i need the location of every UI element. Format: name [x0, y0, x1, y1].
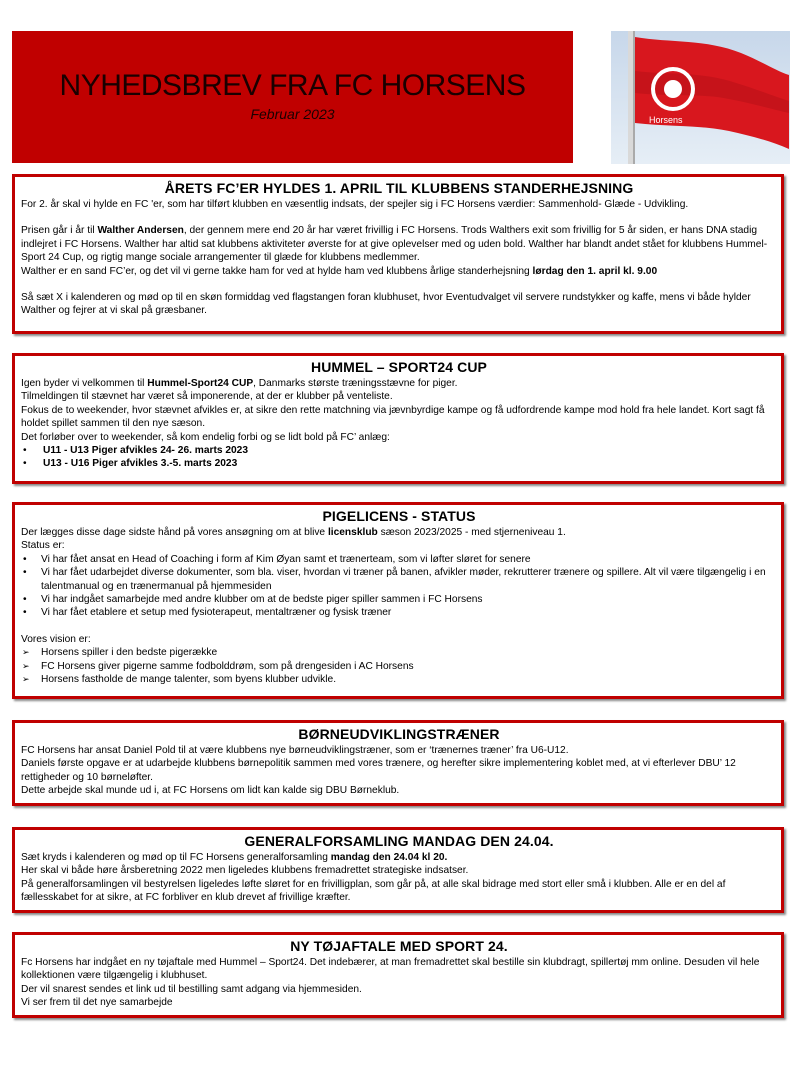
paragraph: Prisen går i år til Walther Andersen, der gennem mere end 20 år har været frivillig i FC Horsens. Trods Walthers exit som frivillig for 5 år siden, er hans DNA stadig indlejret i FC Horsens. Walther har altid sat klubbens aktiviteter øverste for at give oplevelser med og uden bold. Walther har blandt andet stået for klubbens Hummel- Sport 24 Cup, og rigtig mange sociale arrangementer til glæde for klubbens medlemmer.	[21, 225, 768, 264]
bullet-list	[21, 444, 777, 471]
section-title: HUMMEL – SPORT24 CUP	[311, 359, 487, 375]
paragraph: Vi ser frem til det nye samarbejde	[21, 997, 173, 1009]
list-item: ➢ Horsens fastholde de mange talenter, som byens klubber udvikle.	[21, 673, 777, 686]
newsletter-header	[12, 31, 573, 163]
paragraph: Daniels første opgave er at udarbejde klubbens børnepolitik sammen med vores trænere, og herefter sikre implementering koblet med, at vi efterlever DBU’ 12 rettigheder og 10 børneløfter.	[21, 758, 736, 783]
section-title: PIGELICENS - STATUS	[322, 508, 476, 524]
list-item: • Vi har fået etablere et setup med fysioterapeut, mentaltræner og fysisk træner	[21, 606, 777, 619]
section-boerneudvikling	[12, 720, 784, 806]
paragraph: Vores vision er:	[21, 633, 91, 645]
section-title: NY TØJAFTALE MED SPORT 24.	[290, 938, 508, 954]
bullet-list	[21, 553, 777, 620]
list-item: ➢ FC Horsens giver pigerne samme fodbolddrøm, som på drengesiden i AC Horsens	[21, 660, 777, 673]
section-title: BØRNEUDVIKLINGSTRÆNER	[298, 726, 500, 742]
list-item: • Vi har indgået samarbejde med andre klubber om at de bedste piger spiller sammen i FC Horsens	[21, 593, 777, 606]
section-standerhejsning	[12, 174, 784, 334]
paragraph: Status er:	[21, 540, 65, 552]
paragraph: Tilmeldingen til stævnet har været så imponerende, at der er klubber på venteliste.	[21, 391, 393, 403]
paragraph: Igen byder vi velkommen til Hummel-Sport24 CUP, Danmarks største træningsstævne for piger.	[21, 378, 458, 389]
list-item: • Vi har fået ansat en Head of Coaching i form af Kim Øyan samt et trænerteam, som vi løfter sløret for senere	[21, 553, 777, 566]
section-generalforsamling	[12, 827, 784, 913]
section-title: GENERALFORSAMLING MANDAG DEN 24.04.	[244, 833, 554, 849]
flag-logo-text: Horsens	[649, 115, 683, 125]
section-title: ÅRETS FC’ER HYLDES 1. APRIL TIL KLUBBENS STANDERHEJSNING	[164, 180, 634, 196]
paragraph: Her skal vi både høre årsberetning 2022 men ligeledes klubbens fremadrettet strategiske indsatser.	[21, 865, 469, 877]
section-pigelicens	[12, 502, 784, 699]
page-subtitle: Februar 2023	[250, 106, 335, 122]
section-hummel-cup	[12, 353, 784, 484]
list-item: • U13 - U16 Piger afvikles 3.-5. marts 2023	[21, 457, 777, 470]
paragraph: Dette arbejde skal munde ud i, at FC Horsens om lidt kan kalde sig DBU Børneklub.	[21, 785, 400, 797]
paragraph: Så sæt X i kalenderen og mød op til en skøn formiddag ved flagstangen foran klubhuset, hvor Eventudvalget vil servere rundstykker og kaffe, mens vi både hylder Walther og fejrer at vi skal på græsbaner.	[21, 292, 751, 317]
paragraph: Fokus de to weekender, hvor stævnet afvikles er, at sikre den rette matchning via jævnbyrdige kampe og få udfordrende kampe mod hold fra hele landet. Kort sagt få holdet spillet sammen til den nye sæson.	[21, 404, 765, 430]
list-item: • Vi har fået udarbejdet diverse dokumenter, som bla. viser, hvordan vi træner på banen, afvikler møder, rekrutterer trænere og spillere. Alt vil være tilgængelig i en talentmanual og en trænermanual på hjemmesiden	[21, 566, 777, 593]
page-title: NYHEDSBREV FRA FC HORSENS	[59, 69, 526, 102]
list-item: ➢ Horsens spiller i den bedste pigerække	[21, 646, 777, 659]
paragraph: Fc Horsens har indgået en ny tøjaftale med Hummel – Sport24. Det indebærer, at man fremadrettet skal bestille sin klubdragt, spillertøj mm online. Desuden vil hele kollektionen være tilgængelig i klubhuset.	[21, 957, 760, 982]
list-item: • U11 - U13 Piger afvikles 24- 26. marts 2023	[21, 444, 777, 457]
flag-icon	[611, 31, 790, 164]
club-flag-image	[611, 31, 790, 164]
paragraph: Sæt kryds i kalenderen og mød op til FC Horsens generalforsamling mandag den 24.04 kl 20.	[21, 852, 448, 863]
paragraph: For 2. år skal vi hylde en FC 'er, som har tilført klubben en væsentlig indsats, der spejler sig i FC Horsens værdier: Sammenhold- Glæde - Udvikling.	[21, 199, 689, 210]
paragraph: På generalforsamlingen vil bestyrelsen ligeledes løfte sløret for en frivilligplan, som går på, at alle skal bidrage med stort eller små i klubben. Alle er en del af fællesskabet for at sikre, at FC forbliver en klub drevet af frivillige kræfter.	[21, 878, 726, 904]
paragraph: Der vil snarest sendes et link ud til bestilling samt adgang via hjemmesiden.	[21, 983, 362, 995]
paragraph: FC Horsens har ansat Daniel Pold til at være klubbens nye børneudviklingstræner, som er ‘trænernes træner’ fra U6-U12.	[21, 745, 569, 756]
section-toejaftale	[12, 932, 784, 1018]
paragraph: Det forløber over to weekender, så kom endelig forbi og se lidt bold på FC’ anlæg:	[21, 431, 390, 443]
paragraph: Der lægges disse dage sidste hånd på vores ansøgning om at blive licensklub sæson 2023/2025 - med stjerneniveau 1.	[21, 527, 566, 538]
paragraph: Walther er en sand FC’er, og det vil vi gerne takke ham for ved at hylde ham ved klubbens årlige standerhejsning lørdag den 1. april kl. 9.00	[21, 265, 658, 277]
vision-list	[21, 646, 777, 686]
